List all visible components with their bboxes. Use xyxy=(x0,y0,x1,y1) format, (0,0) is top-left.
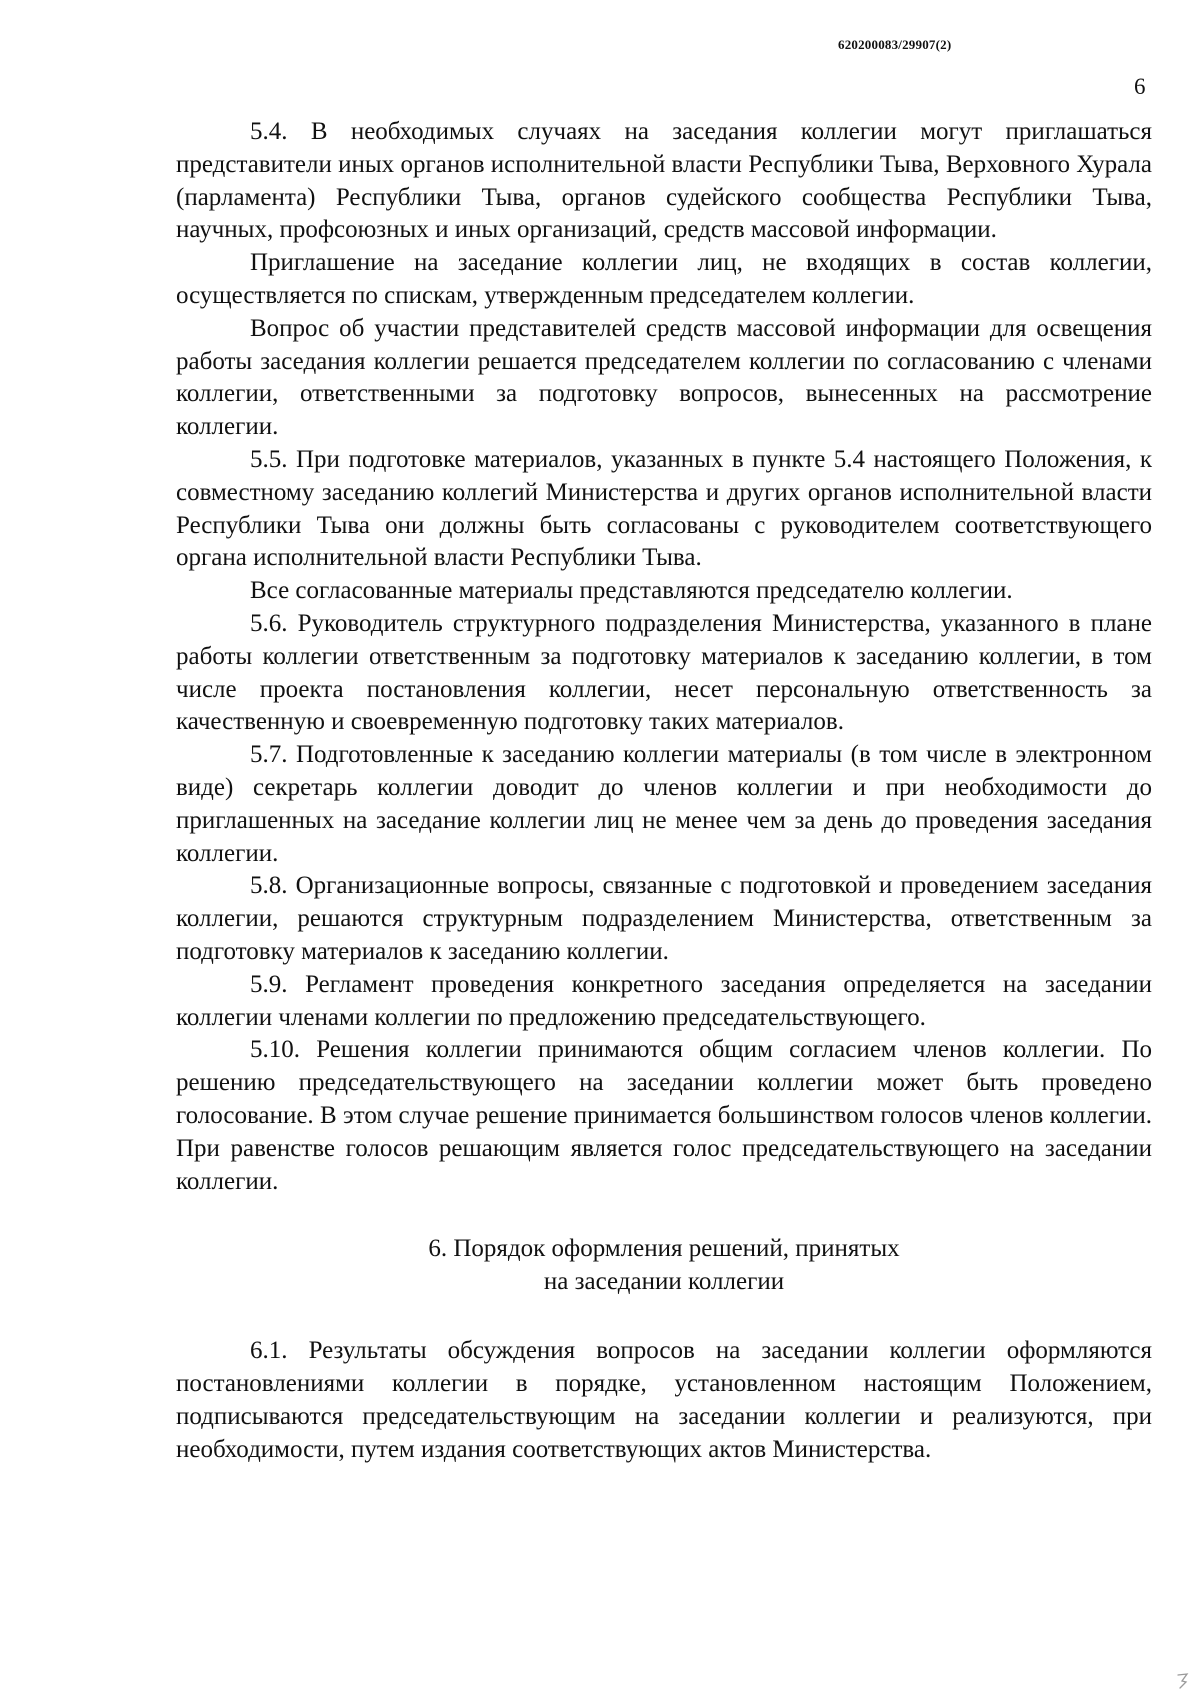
handwritten-mark-icon xyxy=(1176,1672,1190,1690)
page-number: 6 xyxy=(1134,74,1146,99)
paragraph-5-5: 5.5. При подготовке материалов, указанных в пункте 5.4 настоящего Положения, к совместному заседанию коллегий Министерства и других органов исполнительной власти Республики Тыва они должны быть согласованы с руководителем соответствующего органа исполнительной власти Республики Тыва. xyxy=(176,445,1152,572)
paragraph-5-4: 5.4. В необходимых случаях на заседания коллегии могут приглашаться представители иных органов исполнительной власти Республики Тыва, Верховного Хурала (парламента) Республики Тыва, органов судейского сообщества Республики Тыва, научных, профсоюзных и иных организаций, средств массовой информации. xyxy=(176,118,1152,244)
paragraph-agreed-materials: Все согласованные материалы представляются председателю коллегии. xyxy=(250,577,1013,605)
paragraph-5-10: 5.10. Решения коллегии принимаются общим согласием членов коллегии. По решению председательствующего на заседании коллегии может быть проведено голосование. В этом случае решение принимается большинством голосов членов коллегии. При равенстве голосов решающим является голос председательствующего на заседании коллегии. xyxy=(176,1036,1152,1195)
section-heading-line-2: на заседании коллегии xyxy=(543,1268,785,1296)
paragraph-5-6: 5.6. Руководитель структурного подразделения Министерства, указанного в плане работы коллегии ответственным за подготовку материалов к заседанию коллегии, в том числе проекта постановления коллегии, несет персональную ответственность за качественную и своевременную подготовку таких материалов. xyxy=(176,609,1152,736)
paragraph-5-7: 5.7. Подготовленные к заседанию коллегии материалы (в том числе в электронном виде) секретарь коллегии доводит до членов коллегии и при необходимости до приглашенных на заседание коллегии лиц не менее чем за день до проведения заседания коллегии. xyxy=(176,741,1152,867)
document-body xyxy=(176,116,1152,1466)
section-6-heading xyxy=(176,1232,1152,1298)
paragraph-invitation: Приглашение на заседание коллегии лиц, не входящих в состав коллегии, осуществляется по спискам, утвержденным председателем коллегии. xyxy=(176,249,1152,309)
document-code: 620200083/29907(2) xyxy=(838,37,952,52)
paragraph-media-participation: Вопрос об участии представителей средств массовой информации для освещения работы заседания коллегии решается председателем коллегии по согласованию с членами коллегии, ответственными за подготовку вопросов, вынесенных на рассмотрение коллегии. xyxy=(176,314,1152,441)
section-heading-line-1: 6. Порядок оформления решений, принятых xyxy=(428,1235,900,1263)
paragraph-5-9: 5.9. Регламент проведения конкретного заседания определяется на заседании коллегии членами коллегии по предложению председательствующего. xyxy=(176,970,1152,1031)
paragraph-5-8: 5.8. Организационные вопросы, связанные с подготовкой и проведением заседания коллегии, решаются структурным подразделением Министерства, ответственным за подготовку материалов к заседанию коллегии. xyxy=(176,872,1152,965)
paragraph-6-1: 6.1. Результаты обсуждения вопросов на заседании коллегии оформляются постановлениями коллегии в порядке, установленном настоящим Положением, подписываются председательствующим на заседании коллегии и реализуются, при необходимости, путем издания соответствующих актов Министерства. xyxy=(176,1337,1152,1463)
